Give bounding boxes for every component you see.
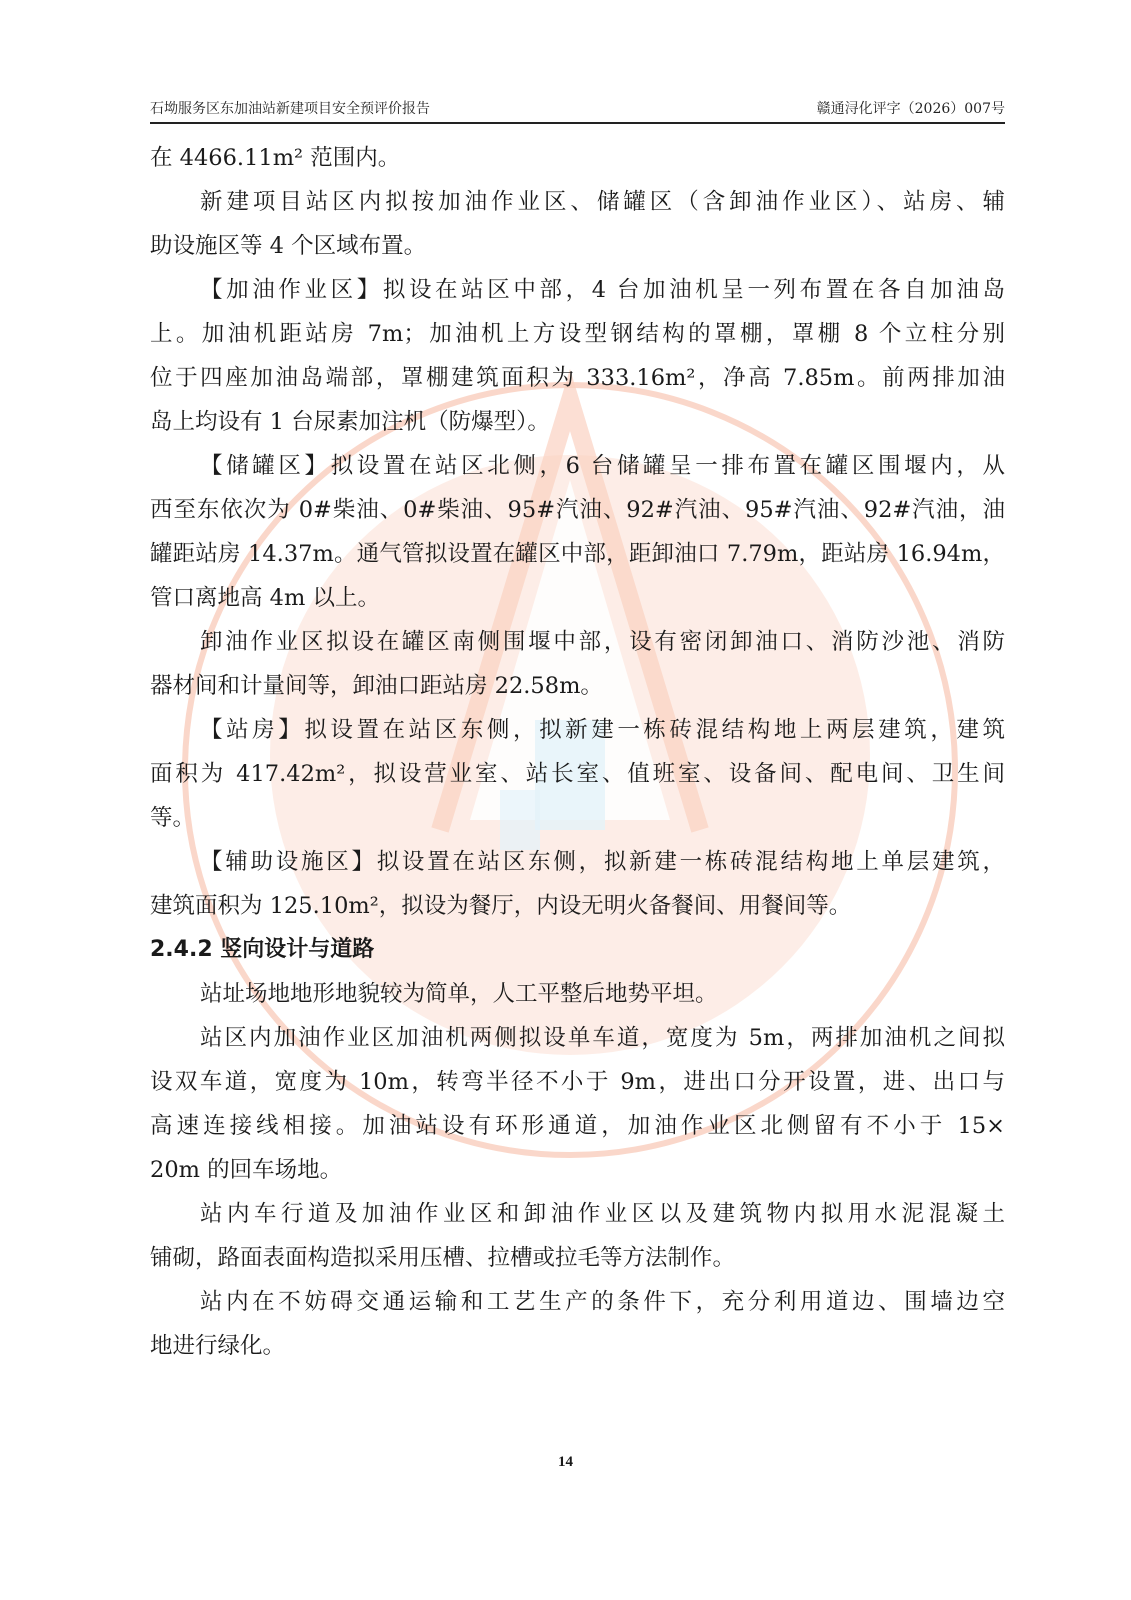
section-heading: 2.4.2 竖向设计与道路 — [150, 937, 375, 962]
body-text-line: 面积为 417.42m²，拟设营业室、站长室、值班室、设备间、配电间、卫生间 — [150, 761, 1005, 787]
header-report-title: 石坳服务区东加油站新建项目安全预评价报告 — [150, 101, 430, 117]
body-text-line: 新建项目站区内拟按加油作业区、储罐区（含卸油作业区）、站房、辅 — [200, 189, 1005, 215]
body-text-line: 【站房】拟设置在站区东侧，拟新建一栋砖混结构地上两层建筑，建筑 — [200, 717, 1005, 743]
body-text-line: 地进行绿化。 — [150, 1333, 286, 1359]
body-text-line: 上。加油机距站房 7m；加油机上方设型钢结构的罩棚，罩棚 8 个立柱分别 — [150, 321, 1005, 347]
body-text-line: 等。 — [150, 805, 196, 831]
body-text-line: 卸油作业区拟设在罐区南侧围堰中部，设有密闭卸油口、消防沙池、消防 — [200, 629, 1005, 655]
body-text-line: 【储罐区】拟设置在站区北侧，6 台储罐呈一排布置在罐区围堰内，从 — [200, 453, 1005, 479]
page-header — [150, 100, 1005, 124]
body-text-line: 站区内加油作业区加油机两侧拟设单车道，宽度为 5m，两排加油机之间拟 — [200, 1025, 1005, 1051]
body-text-line: 器材间和计量间等，卸油口距站房 22.58m。 — [150, 673, 603, 699]
body-text-line: 助设施区等 4 个区域布置。 — [150, 233, 427, 259]
body-text-line: 在 4466.11m² 范围内。 — [150, 145, 401, 171]
body-text-line: 罐距站房 14.37m。通气管拟设置在罐区中部，距卸油口 7.79m，距站房 16.94m， — [150, 541, 1005, 567]
body-text-line: 20m 的回车场地。 — [150, 1157, 343, 1183]
body-text-line: 【加油作业区】拟设在站区中部，4 台加油机呈一列布置在各自加油岛 — [200, 277, 1005, 303]
body-text-line: 设双车道，宽度为 10m，转弯半径不小于 9m，进出口分开设置，进、出口与 — [150, 1069, 1005, 1095]
body-text-line: 铺砌，路面表面构造拟采用压槽、拉槽或拉毛等方法制作。 — [150, 1245, 736, 1271]
header-report-number: 赣通浔化评字（2026）007号 — [816, 101, 1005, 117]
body-text-line: 建筑面积为 125.10m²，拟设为餐厅，内设无明火备餐间、用餐间等。 — [150, 893, 852, 919]
body-text-line: 西至东依次为 0#柴油、0#柴油、95#汽油、92#汽油、95#汽油、92#汽油，油 — [150, 497, 1005, 523]
body-text-line: 岛上均设有 1 台尿素加注机（防爆型）。 — [150, 409, 550, 435]
report-body — [150, 136, 1005, 1368]
page-number: 14 — [558, 1454, 573, 1470]
body-text-line: 位于四座加油岛端部，罩棚建筑面积为 333.16m²，净高 7.85m。前两排加油 — [150, 365, 1005, 391]
body-text-line: 站内在不妨碍交通运输和工艺生产的条件下，充分利用道边、围墙边空 — [200, 1289, 1005, 1315]
body-text-line: 【辅助设施区】拟设置在站区东侧，拟新建一栋砖混结构地上单层建筑， — [200, 849, 1005, 875]
body-text-line: 站内车行道及加油作业区和卸油作业区以及建筑物内拟用水泥混凝土 — [200, 1201, 1005, 1227]
body-text-line: 高速连接线相接。加油站设有环形通道，加油作业区北侧留有不小于 15× — [150, 1113, 1005, 1139]
body-text-line: 管口离地高 4m 以上。 — [150, 585, 380, 611]
body-text-line: 站址场地地形地貌较为简单，人工平整后地势平坦。 — [200, 981, 718, 1007]
